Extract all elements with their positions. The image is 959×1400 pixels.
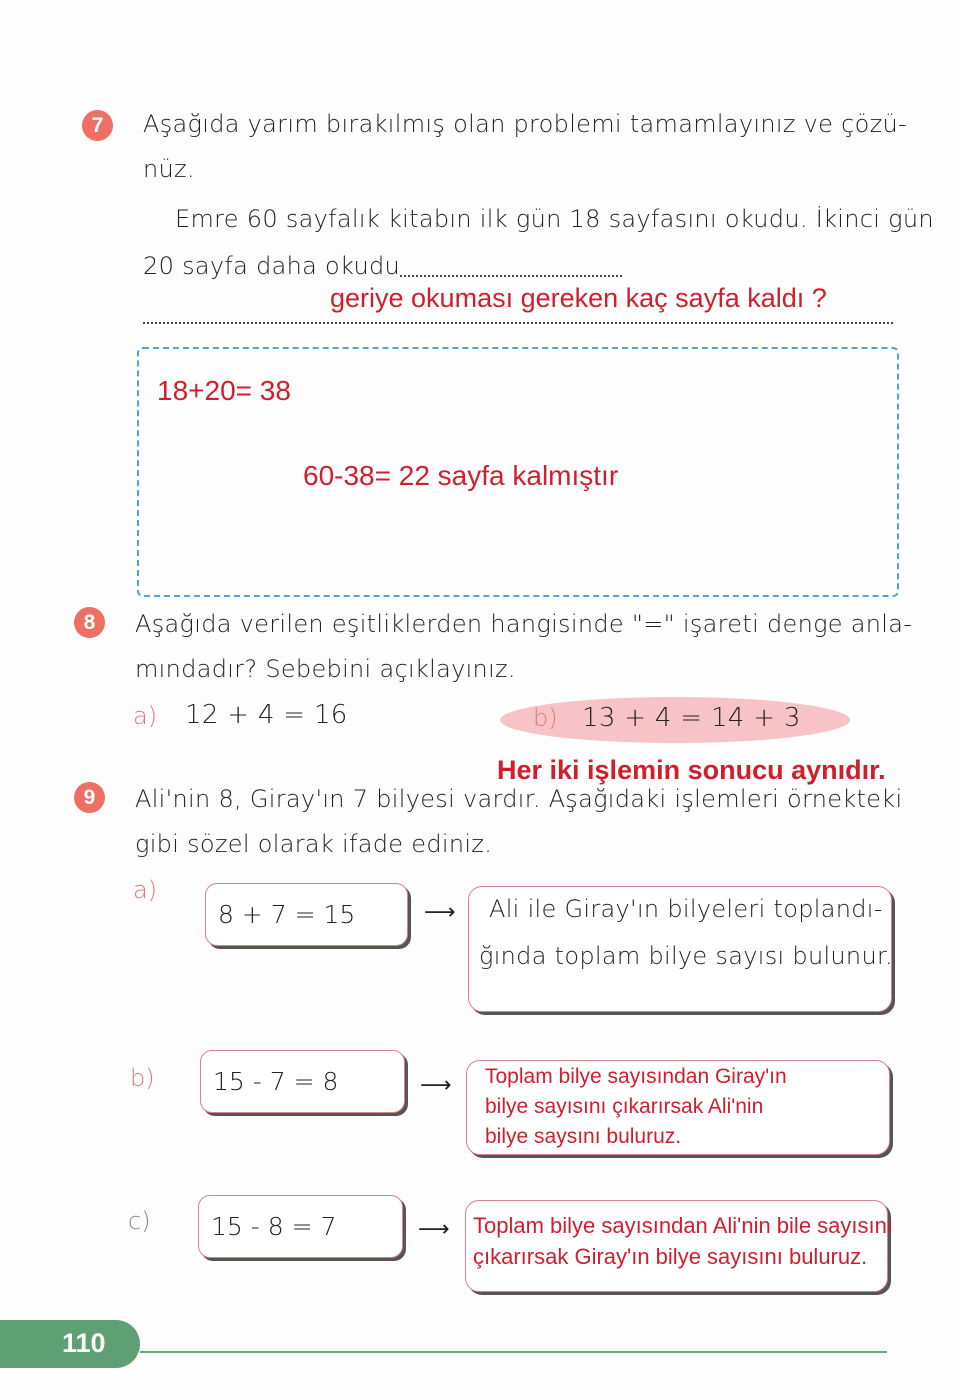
q9-item-c-answer-line1: Toplam bilye sayısından Ali'nin bile sayısını	[473, 1213, 893, 1238]
answer-line1: Toplam bilye sayısından Giray'ın	[485, 1065, 787, 1088]
q9-item-b-label: b)	[130, 1064, 155, 1092]
q9-item-b-answer-box	[466, 1060, 890, 1155]
equation-text: 15 - 7 = 8	[213, 1067, 339, 1096]
arrow-icon: ⟶	[418, 1217, 450, 1242]
q7-problem-line2: 20 sayfa daha okudu	[143, 252, 401, 280]
answer-line3: bilye saysını buluruz.	[485, 1125, 682, 1148]
answer-line2: ğında toplam bilye sayısı bulunur.	[479, 942, 893, 970]
q7-answer-question: geriye okuması gereken kaç sayfa kaldı ?	[330, 283, 827, 313]
q9-item-a-label: a)	[133, 876, 158, 904]
q8-instruction-line2: mındadır? Sebebini açıklayınız.	[135, 655, 516, 683]
page-number: 110	[62, 1328, 106, 1358]
question-9-badge: 9	[74, 782, 105, 813]
q9-item-a-answer-box	[468, 886, 892, 1012]
q8-option-a: 12 + 4 = 16	[185, 700, 348, 730]
q9-item-c-answer-line2: çıkarırsak Giray'ın bilye sayısını buluruz.	[473, 1244, 868, 1269]
equation-text: 15 - 8 = 7	[211, 1212, 337, 1241]
arrow-icon: ⟶	[424, 900, 456, 925]
q8-option-b-label: b)	[533, 704, 558, 732]
q9-instruction-line2: gibi sözel olarak ifade ediniz.	[135, 830, 493, 858]
q7-work-line1: 18+20= 38	[157, 375, 291, 406]
q8-option-a-label: a)	[133, 702, 158, 730]
answer-dotted-line	[143, 322, 893, 324]
equation-text: 8 + 7 = 15	[218, 900, 356, 929]
question-7-badge: 7	[82, 110, 113, 141]
answer-line1: Ali ile Giray'ın bilyeleri toplandı-	[489, 895, 883, 923]
q7-instruction-line2: nüz.	[143, 155, 195, 183]
q7-problem-line1: Emre 60 sayfalık kitabın ilk gün 18 sayfasını okudu. İkinci gün	[175, 205, 934, 233]
q9-item-a-equation	[205, 883, 408, 946]
answer-dotted-line	[400, 275, 622, 277]
arrow-icon: ⟶	[420, 1073, 452, 1098]
q9-item-c-equation	[198, 1195, 403, 1258]
q8-answer: Her iki işlemin sonucu aynıdır.	[497, 755, 886, 785]
footer-rule	[140, 1351, 887, 1353]
q9-item-b-equation	[200, 1050, 405, 1113]
answer-line2: bilye sayısını çıkarırsak Ali'nin	[485, 1095, 764, 1118]
q7-work-line2: 60-38= 22 sayfa kalmıştır	[303, 460, 619, 491]
question-8-badge: 8	[74, 607, 105, 638]
q9-item-c-label: c)	[128, 1207, 151, 1235]
q7-instruction-line1: Aşağıda yarım bırakılmış olan problemi tamamlayınız ve çözü-	[143, 110, 907, 138]
q9-instruction-line1: Ali'nin 8, Giray'ın 7 bilyesi vardır. Aşağıdaki işlemleri örnekteki	[135, 785, 903, 813]
q8-option-b: 13 + 4 = 14 + 3	[582, 703, 801, 733]
q8-instruction-line1: Aşağıda verilen eşitliklerden hangisinde "=" işareti denge anla-	[135, 610, 913, 638]
